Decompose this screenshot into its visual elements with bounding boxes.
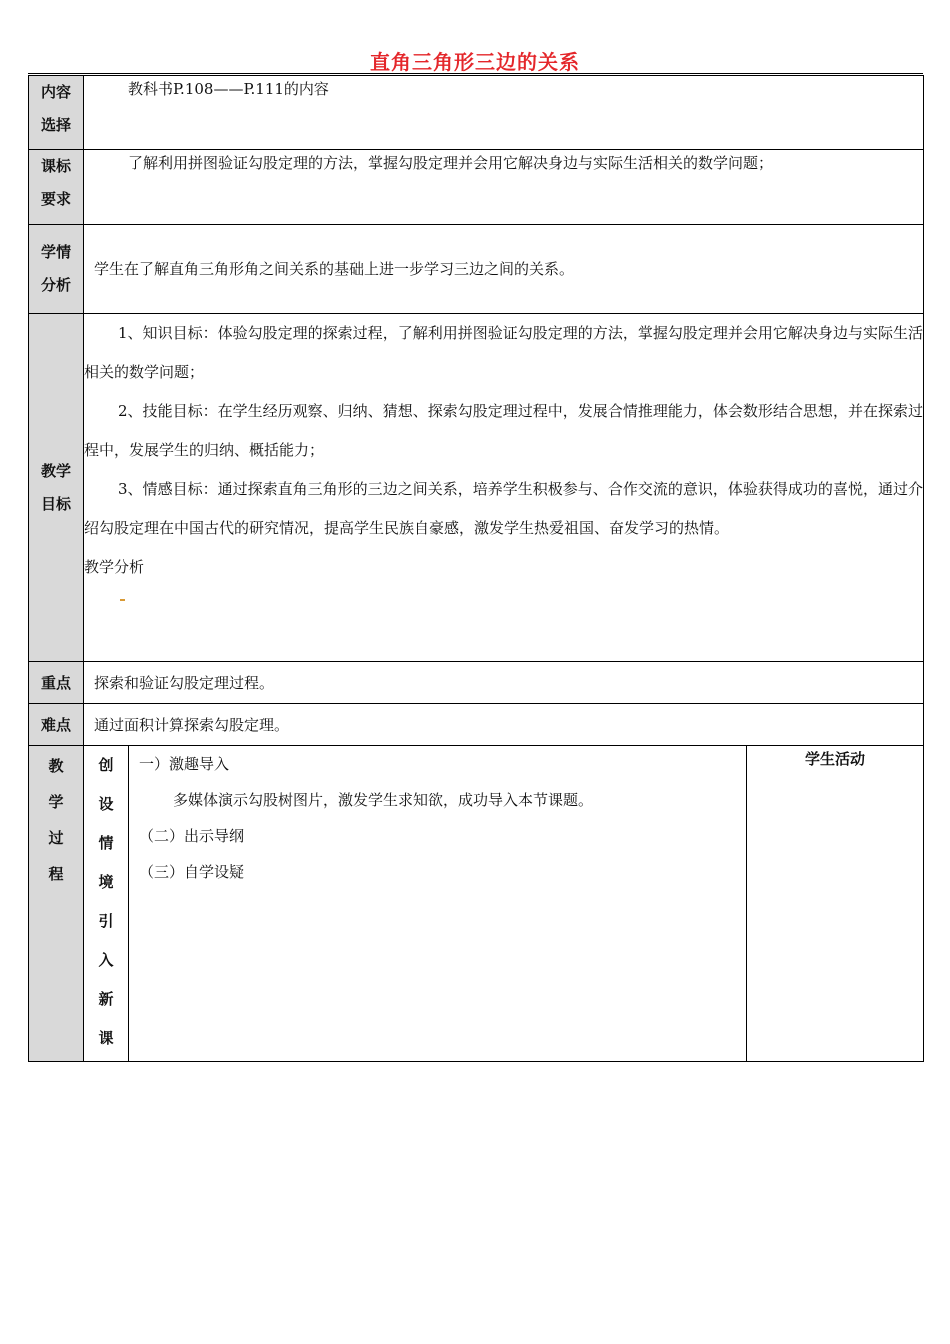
goal-skill: 2、技能目标：在学生经历观察、归纳、猜想、探索勾股定理过程中，发展合情推理能力，体会数形结合思想，并在探索过程中，发展学生的归纳、概括能力；	[84, 402, 923, 459]
cell-process-steps	[129, 746, 747, 1062]
cell-teaching-goals	[84, 314, 924, 662]
page-title: 直角三角形三边的关系	[370, 50, 580, 74]
goal-emotion: 3、情感目标：通过探索直角三角形的三边之间关系，培养学生积极参与、合作交流的意识，体验获得成功的喜悦，通过介绍勾股定理在中国古代的研究情况，提高学生民族自豪感，激发学生热爱祖国、奋发学习的热情。	[84, 480, 923, 537]
teaching-analysis-heading: 教学分析	[84, 558, 145, 576]
label-content-selection: 内容 选择	[29, 76, 84, 150]
goal-knowledge: 1、知识目标：体验勾股定理的探索过程，了解利用拼图验证勾股定理的方法，掌握勾股定理并会用它解决身边与实际生活相关的数学问题；	[84, 324, 923, 381]
label-teaching-goals: 教学 目标	[29, 314, 84, 662]
row-difficulty	[29, 704, 924, 746]
cell-content-selection	[84, 76, 924, 150]
difficulty-text: 通过面积计算探索勾股定理。	[94, 715, 290, 734]
cell-key-point	[84, 662, 924, 704]
row-key-point	[29, 662, 924, 704]
label-curriculum-standard: 课标 要求	[29, 150, 84, 225]
label-key-point: 重点	[29, 662, 84, 704]
content-selection-text: 教科书P.108——P.111的内容	[128, 80, 329, 98]
label-student-analysis: 学情 分析	[29, 225, 84, 314]
cell-difficulty	[84, 704, 924, 746]
label-difficulty: 难点	[29, 704, 84, 746]
student-activity-header: 学生活动	[747, 746, 924, 1062]
orange-mark	[120, 599, 125, 601]
row-content-selection	[29, 76, 924, 150]
step-self-study: （三）自学设疑	[139, 863, 245, 881]
label-teaching-process: 教 学 过 程	[29, 746, 84, 1062]
row-teaching-goals	[29, 314, 924, 662]
title-underline	[28, 73, 923, 74]
student-analysis-text: 学生在了解直角三角形角之间关系的基础上进一步学习三边之间的关系。	[94, 260, 575, 278]
cell-curriculum-standard	[84, 150, 924, 225]
step-show-outline: （二）出示导纲	[139, 827, 245, 845]
label-stage-intro: 创 设 情 境 引 入 新 课	[84, 746, 129, 1062]
step-interest-intro: 一）激趣导入	[139, 755, 230, 773]
row-teaching-process	[29, 746, 924, 1062]
row-student-analysis	[29, 225, 924, 314]
lesson-plan-table	[28, 75, 924, 1062]
step-multimedia-demo: 多媒体演示勾股树图片，激发学生求知欲，成功导入本节课题。	[173, 791, 594, 809]
row-curriculum-standard	[29, 150, 924, 225]
curriculum-standard-text: 了解利用拼图验证勾股定理的方法，掌握勾股定理并会用它解决身边与实际生活相关的数学问题；	[128, 154, 774, 172]
cell-student-analysis	[84, 225, 924, 314]
key-point-text: 探索和验证勾股定理过程。	[94, 673, 275, 692]
